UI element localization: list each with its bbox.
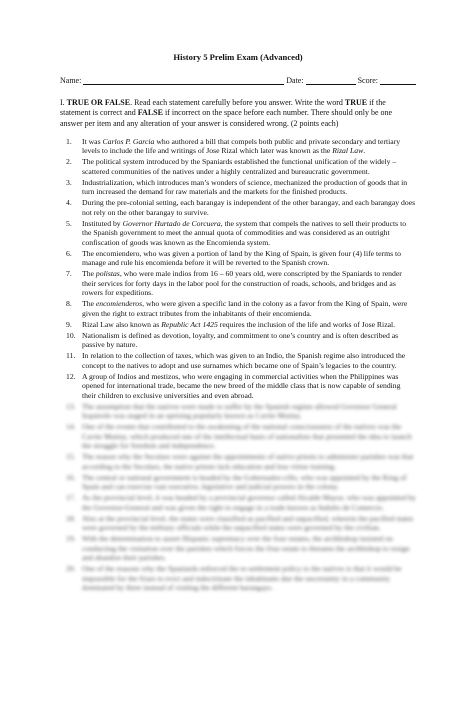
question-text: who authored a bill that compels both public and private secondary and tertiary levels to include the life and writings of Jose Rizal which later was known as the (82, 136, 401, 156)
question-text: During the pre-colonial setting, each barangay is independent of the other barangay, and each barangay does not rely on the other barangay to survive. (82, 198, 416, 217)
question-item (60, 331, 416, 350)
score-label: Score: (357, 76, 378, 85)
question-number: 3. (66, 177, 72, 187)
question-text: , the system that compels the natives to sell their products to the Spanish government to meet the annual quota of commodities and was considered as an outright confiscation of goods was known as the Encomienda system. (82, 218, 407, 247)
question-number: 15. (66, 452, 76, 462)
false-keyword: FALSE (137, 108, 163, 118)
question-text: The (82, 299, 96, 309)
question-text: As the provincial level, it was headed by a provincial governor called Alcalde Mayor, who was appointed by the Governor-General and was given the right to engage in a trade known as Indulto de Comercio. (82, 493, 416, 512)
section-heading: TRUE OR FALSE (66, 98, 131, 107)
question-list (60, 137, 416, 400)
question-emphasis: Republic Act 1425 (161, 319, 218, 329)
question-number: 16. (66, 472, 76, 482)
question-number: 1. (66, 136, 72, 146)
question-text: With the determination to assert Hispanic supremacy over the four estates, the archbishop insisted on conducting the visitation over the parishes which forces the friar estate to threaten the archbishop to resign and abandon their parishes. (82, 534, 410, 563)
question-item (60, 198, 416, 217)
question-number: 10. (66, 330, 76, 340)
question-number: 2. (66, 157, 72, 167)
blurred-question-item (60, 564, 416, 592)
question-text: The central or national government is headed by the Gobernador-cillo, who was appointed by the King of Spain and can exercise vast executive, legislative and judicial powers in the colony. (82, 472, 407, 492)
question-text: The reason why the Seculars were against the appointments of native priests to administer parishes was that according to the Seculars, the native priests lack education and less virtue training. (82, 452, 414, 471)
section-number: I. (60, 98, 65, 107)
question-text: Instituted by (82, 218, 123, 228)
instructions-text-1: . Read each statement carefully before you answer. Write the word (130, 98, 345, 107)
question-text: It was (82, 136, 103, 146)
blurred-question-item (60, 452, 416, 471)
question-number: 8. (66, 299, 72, 309)
question-number: 14. (66, 422, 76, 432)
question-text: , who were given a specific land in the colony as a favor from the King of Spain, were given the right to extract tributes from the inhabitants of their encomienda. (82, 299, 408, 318)
question-number: 19. (66, 534, 76, 544)
question-text: The assumption that the natives were made to suffer by the Spanish regime allowed Governor General Izquierdo was staged in an uprising popularly known as Cavite Mutiny. (82, 401, 397, 421)
question-number: 7. (66, 269, 72, 279)
question-number: 17. (66, 493, 76, 503)
question-item (60, 269, 416, 297)
section-instructions (60, 98, 416, 129)
question-text: Industrialization, which introduces man’s wonders of science, mechanized the production of goods that in turn increased the demand for raw materials and the markets for the finished products. (82, 177, 408, 197)
question-item (60, 178, 416, 197)
question-number: 6. (66, 248, 72, 258)
question-text: The encomiendero, who was given a portion of land by the King of Spain, is given four (4) life terms to manage and rule his encomienda before it will be reverted to the Spanish crown. (82, 248, 401, 268)
question-item (60, 157, 416, 176)
question-item (60, 372, 416, 400)
blurred-question-item (60, 473, 416, 492)
blurred-question-item (60, 422, 416, 450)
question-number: 5. (66, 218, 72, 228)
question-number: 9. (66, 319, 72, 329)
score-field[interactable] (380, 76, 416, 85)
question-text: One of the reasons why the Spaniards enforced the re-settlement policy to the natives is that it would be impossible for the friars to evict and indoctrinate the inhabitants due the uncertainty in a community dominated by three instead of visiting the different barangays. (82, 564, 402, 593)
question-text: . (363, 146, 366, 156)
question-emphasis: Governor Hurtado de Corcuera (122, 218, 221, 228)
question-text: The (82, 269, 96, 279)
question-item (60, 219, 416, 247)
question-number: 12. (66, 371, 76, 381)
question-number: 13. (66, 401, 76, 411)
question-emphasis: encomienderos (95, 299, 143, 309)
question-number: 4. (66, 198, 72, 208)
question-emphasis: Carlos P. Garcia (102, 136, 155, 146)
question-item (60, 137, 416, 156)
question-text: In relation to the collection of taxes, which was given to an Indio, the Spanish regime also introduced the concept to the natives to adopt and use surnames which became one of Spain’s legacies to the country. (82, 351, 406, 370)
question-text: requires the inclusion of the life and works of Jose Rizal. (217, 319, 396, 329)
student-info-line (60, 76, 416, 85)
question-text: One of the events that contributed to the awakening of the national consciousness of the natives was the Cavite Mutiny, which produced one of the intellectual basis of nationalists that presented the idea to launch the struggle for freedom and independence. (82, 422, 412, 451)
question-number: 18. (66, 513, 76, 523)
name-field[interactable] (83, 76, 284, 85)
date-field[interactable] (306, 76, 356, 85)
instructions-text-2: if the statement is correct and (60, 98, 386, 118)
question-item (60, 351, 416, 370)
blurred-question-item (60, 402, 416, 421)
question-number: 11. (66, 351, 76, 361)
question-text: Rizal Law also known as (82, 319, 162, 329)
question-text: Also at the provincial level, the states were classified as pacified and unpacified, wherein the pacified states were governed by the military officials while the unpacified states were governed by the civilian. (82, 513, 414, 533)
question-text: , who were male indios from 16 – 60 years old, were conscripted by the Spaniards to render their services for forty days in the labor pool for the construction of roads, schools, and bridges and as rowers for expeditions. (82, 269, 402, 298)
question-item (60, 320, 416, 329)
blurred-question-item (60, 534, 416, 562)
exam-title: History 5 Prelim Exam (Advanced) (173, 52, 303, 62)
question-item (60, 249, 416, 268)
question-text: The political system introduced by the Spaniards established the functional unification of the widely – scattered communities of the natives under a highly centralized and bureaucratic government. (82, 157, 397, 176)
date-label: Date: (286, 76, 304, 85)
instructions-text-3: if incorrect on the space before each number. There should only be one answer per item and any alteration of your answer is considered wrong. (2 points each) (60, 108, 393, 128)
blurred-question-item (60, 493, 416, 512)
question-text: Nationalism is defined as devotion, loyalty, and commitment to one’s country and is often described as passive by nature. (82, 330, 399, 350)
question-item (60, 299, 416, 318)
question-number: 20. (66, 564, 76, 574)
name-label: Name: (60, 76, 82, 85)
blurred-question-list (60, 402, 416, 593)
blurred-question-item (60, 514, 416, 533)
question-emphasis: polistas (95, 269, 120, 279)
question-emphasis: Rizal Law (332, 146, 364, 156)
true-keyword: TRUE (344, 98, 368, 107)
question-text: A group of Indios and mestizos, who were engaging in commercial activities when the Philippines was opened for international trade, became the new breed of the middle class that is now capable of sending their children to exclusive universities and even abroad. (82, 371, 401, 400)
